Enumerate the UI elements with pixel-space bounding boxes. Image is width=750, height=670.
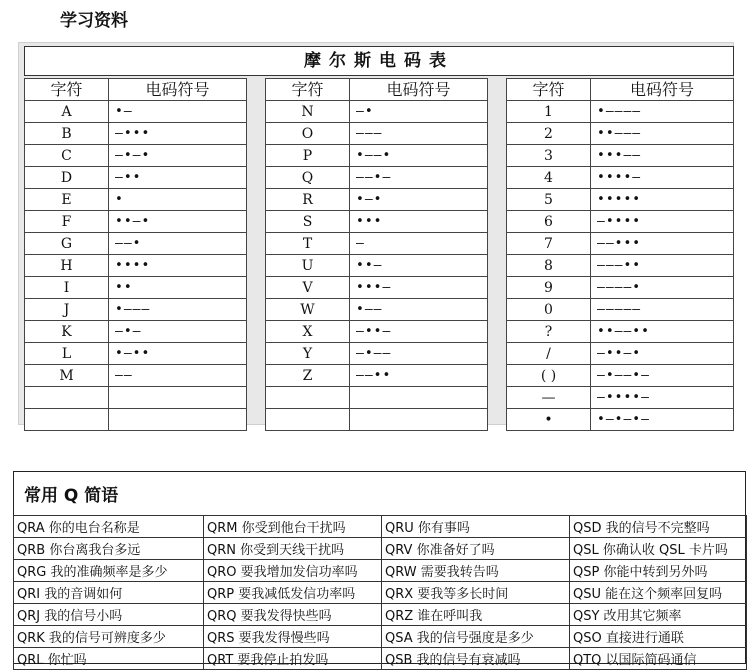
morse-character: 6: [507, 211, 591, 233]
morse-code: ••——••: [591, 321, 734, 343]
morse-code: •—•: [350, 189, 488, 211]
morse-code: ——••: [350, 365, 488, 387]
morse-row: [25, 145, 247, 167]
morse-character: U: [266, 255, 350, 277]
q-code-cell: QRB 你台离我台多远: [14, 538, 204, 560]
q-code-cell: QRI 我的音调如何: [14, 582, 204, 604]
morse-character: B: [25, 123, 109, 145]
morse-code: —: [350, 233, 488, 255]
q-code-cell: QRO 要我增加发信功率吗: [204, 560, 382, 582]
q-code-cell: QRS 要我发得慢些吗: [204, 626, 382, 648]
morse-row: [25, 233, 247, 255]
morse-row: [25, 409, 247, 431]
morse-row: [507, 387, 734, 409]
morse-character: L: [25, 343, 109, 365]
morse-character: M: [25, 365, 109, 387]
morse-row: [266, 189, 488, 211]
morse-code: [109, 387, 247, 409]
morse-row: [266, 145, 488, 167]
morse-row: [266, 321, 488, 343]
morse-character: C: [25, 145, 109, 167]
morse-character: R: [266, 189, 350, 211]
morse-character: P: [266, 145, 350, 167]
morse-code: •: [109, 189, 247, 211]
morse-code: •—•—•—: [591, 409, 734, 431]
morse-row: [507, 167, 734, 189]
morse-character: [266, 409, 350, 431]
morse-row: [266, 343, 488, 365]
morse-row: [266, 233, 488, 255]
morse-row: [25, 343, 247, 365]
q-code-cell: QRZ 谁在呼叫我: [382, 604, 570, 626]
morse-code: ——: [109, 365, 247, 387]
morse-character: 8: [507, 255, 591, 277]
morse-code: ••—•: [109, 211, 247, 233]
morse-character: 4: [507, 167, 591, 189]
morse-code: ••———: [591, 123, 734, 145]
morse-row: [507, 233, 734, 255]
morse-row: [507, 321, 734, 343]
q-code-row: [14, 516, 747, 538]
q-code-cell: QRA 你的电台名称是: [14, 516, 204, 538]
morse-row: [25, 387, 247, 409]
morse-character: 1: [507, 101, 591, 123]
morse-character: •: [507, 409, 591, 431]
morse-code: [109, 409, 247, 431]
morse-code: [350, 409, 488, 431]
morse-code: •—: [109, 101, 247, 123]
morse-code: ••: [109, 277, 247, 299]
morse-row: [507, 189, 734, 211]
q-code-cell: QRU 你有事吗: [382, 516, 570, 538]
page-heading: 学习资料: [60, 11, 128, 31]
morse-row: [266, 101, 488, 123]
morse-code: •————: [591, 101, 734, 123]
morse-code: ——•••: [591, 233, 734, 255]
q-code-cell: QSL 你确认收 QSL 卡片吗: [570, 538, 747, 560]
morse-code: ——•: [109, 233, 247, 255]
morse-row: [266, 409, 488, 431]
morse-code: ———: [350, 123, 488, 145]
q-code-cell: QSP 你能中转到另外吗: [570, 560, 747, 582]
morse-character: —: [507, 387, 591, 409]
morse-character: ?: [507, 321, 591, 343]
morse-character: G: [25, 233, 109, 255]
morse-row: [25, 321, 247, 343]
morse-character: [25, 387, 109, 409]
q-code-row: [14, 538, 747, 560]
morse-character: 7: [507, 233, 591, 255]
morse-code: •——•: [350, 145, 488, 167]
morse-row: [25, 211, 247, 233]
morse-code: —•: [350, 101, 488, 123]
morse-row: [266, 123, 488, 145]
morse-code: —••••: [591, 211, 734, 233]
morse-row: [25, 101, 247, 123]
q-code-row: [14, 560, 747, 582]
morse-table-letters-a-m: [24, 78, 247, 431]
morse-row: [507, 123, 734, 145]
morse-row: [25, 299, 247, 321]
morse-character: 2: [507, 123, 591, 145]
morse-code: —————: [591, 299, 734, 321]
column-header-code: 电码符号: [109, 79, 247, 101]
morse-row: [266, 299, 488, 321]
morse-code: —••••—: [591, 387, 734, 409]
morse-row: [507, 409, 734, 431]
morse-code: •——: [350, 299, 488, 321]
morse-character: J: [25, 299, 109, 321]
morse-code: •••——: [591, 145, 734, 167]
morse-code: —•——: [350, 343, 488, 365]
morse-row: [25, 277, 247, 299]
morse-table-digits-symbols: [506, 78, 734, 431]
morse-character: 9: [507, 277, 591, 299]
morse-row: [266, 211, 488, 233]
morse-character: ( ): [507, 365, 591, 387]
q-code-cell: QSD 我的信号不完整吗: [570, 516, 747, 538]
q-code-cell: QRQ 要我发得快些吗: [204, 604, 382, 626]
morse-code: ————•: [591, 277, 734, 299]
morse-code: —•••: [109, 123, 247, 145]
column-header-character: 字符: [507, 79, 591, 101]
morse-character: [266, 387, 350, 409]
morse-code: —••: [109, 167, 247, 189]
morse-character: N: [266, 101, 350, 123]
morse-code: [350, 387, 488, 409]
morse-character: T: [266, 233, 350, 255]
morse-row: [25, 189, 247, 211]
morse-character: I: [25, 277, 109, 299]
column-header-character: 字符: [266, 79, 350, 101]
morse-row: [507, 145, 734, 167]
morse-row: [507, 101, 734, 123]
morse-row: [25, 123, 247, 145]
q-code-row: [14, 648, 747, 670]
q-code-cell: QRW 需要我转告吗: [382, 560, 570, 582]
morse-code: •••••: [591, 189, 734, 211]
morse-row: [507, 343, 734, 365]
morse-code: ••••—: [591, 167, 734, 189]
q-code-cell: QRL 你忙吗: [14, 648, 204, 670]
q-code-cell: QRN 你受到天线干扰吗: [204, 538, 382, 560]
morse-table-title: 摩尔斯电码表: [24, 46, 734, 76]
morse-row: [507, 277, 734, 299]
morse-character: W: [266, 299, 350, 321]
morse-code: —•—•: [109, 145, 247, 167]
morse-row: [266, 167, 488, 189]
morse-code: ———••: [591, 255, 734, 277]
q-code-cell: QSU 能在这个频率回复吗: [570, 582, 747, 604]
q-code-cell: QRX 要我等多长时间: [382, 582, 570, 604]
morse-row: [266, 255, 488, 277]
morse-row: [266, 387, 488, 409]
q-codes-title: 常用 Q 简语: [24, 486, 119, 506]
morse-row: [507, 255, 734, 277]
morse-row: [266, 277, 488, 299]
morse-code: •••—: [350, 277, 488, 299]
q-code-row: [14, 582, 747, 604]
morse-code: ——•—: [350, 167, 488, 189]
morse-character: O: [266, 123, 350, 145]
morse-character: S: [266, 211, 350, 233]
q-codes-table: [13, 515, 747, 670]
morse-character: K: [25, 321, 109, 343]
q-code-cell: QTQ 以国际简码通信: [570, 648, 747, 670]
morse-row: [266, 365, 488, 387]
morse-code: •—••: [109, 343, 247, 365]
q-code-cell: QRV 你准备好了吗: [382, 538, 570, 560]
q-code-cell: QRJ 我的信号小吗: [14, 604, 204, 626]
morse-code: •———: [109, 299, 247, 321]
q-code-cell: QRG 我的准确频率是多少: [14, 560, 204, 582]
morse-row: [507, 365, 734, 387]
morse-character: A: [25, 101, 109, 123]
q-code-cell: QSO 直接进行通联: [570, 626, 747, 648]
q-code-cell: QRT 要我停止拍发吗: [204, 648, 382, 670]
q-code-cell: QSA 我的信号强度是多少: [382, 626, 570, 648]
morse-character: Y: [266, 343, 350, 365]
column-header-code: 电码符号: [350, 79, 488, 101]
morse-row: [25, 365, 247, 387]
morse-character: /: [507, 343, 591, 365]
morse-table-letters-n-z: [265, 78, 488, 431]
morse-row: [25, 255, 247, 277]
morse-character: D: [25, 167, 109, 189]
morse-character: H: [25, 255, 109, 277]
morse-character: E: [25, 189, 109, 211]
morse-code: ••—: [350, 255, 488, 277]
q-code-row: [14, 604, 747, 626]
column-header-code: 电码符号: [591, 79, 734, 101]
morse-character: Z: [266, 365, 350, 387]
q-code-cell: QRP 要我减低发信功率吗: [204, 582, 382, 604]
q-code-cell: QRK 我的信号可辨度多少: [14, 626, 204, 648]
morse-character: Q: [266, 167, 350, 189]
morse-row: [507, 299, 734, 321]
morse-code: —••—: [350, 321, 488, 343]
morse-character: 0: [507, 299, 591, 321]
morse-character: 3: [507, 145, 591, 167]
q-code-row: [14, 626, 747, 648]
morse-code: —•——•—: [591, 365, 734, 387]
morse-character: F: [25, 211, 109, 233]
q-code-cell: QSB 我的信号有衰减吗: [382, 648, 570, 670]
morse-code: •••: [350, 211, 488, 233]
morse-row: [507, 211, 734, 233]
morse-row: [25, 167, 247, 189]
morse-code: —••—•: [591, 343, 734, 365]
morse-code: —•—: [109, 321, 247, 343]
morse-character: 5: [507, 189, 591, 211]
q-code-cell: QRM 你受到他台干扰吗: [204, 516, 382, 538]
morse-character: V: [266, 277, 350, 299]
morse-character: [25, 409, 109, 431]
column-header-character: 字符: [25, 79, 109, 101]
morse-character: X: [266, 321, 350, 343]
morse-code: ••••: [109, 255, 247, 277]
q-code-cell: QSY 改用其它频率: [570, 604, 747, 626]
